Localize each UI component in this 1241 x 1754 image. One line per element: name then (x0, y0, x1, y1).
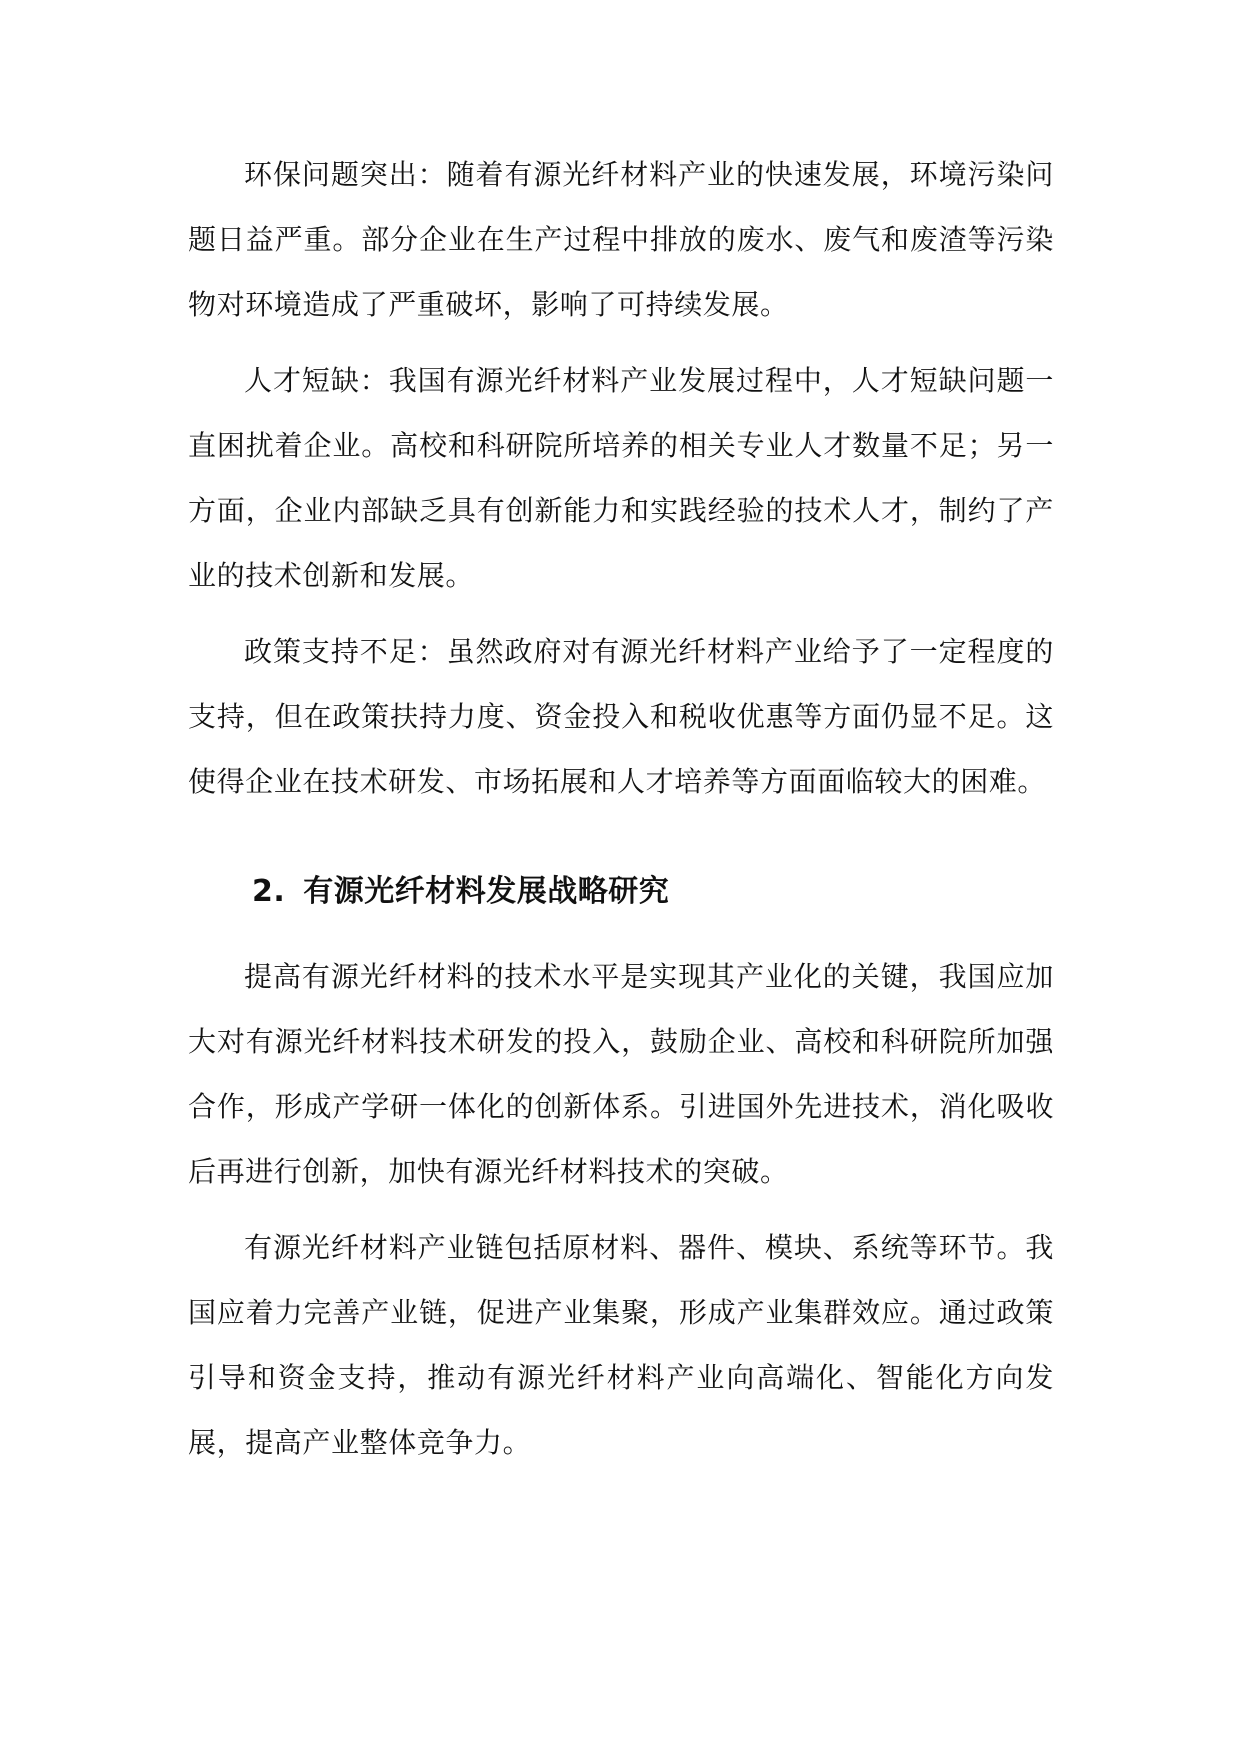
section-heading (188, 860, 1054, 924)
paragraph-policy-support: 政策支持不足：虽然政府对有源光纤材料产业给予了一定程度的支持，但在政策扶持力度、资金投入和税收优惠等方面仍显不足。这使得企业在技术研发、市场拓展和人才培养等方面面临较大的困难。 (188, 635, 1054, 798)
section-number: 2. (252, 874, 286, 909)
paragraph-industry-chain: 有源光纤材料产业链包括原材料、器件、模块、系统等环节。我国应着力完善产业链，促进产业集聚，形成产业集群效应。通过政策引导和资金支持，推动有源光纤材料产业向高端化、智能化方向发展，提高产业整体竞争力。 (188, 1231, 1054, 1459)
paragraph-environment: 环保问题突出：随着有源光纤材料产业的快速发展，环境污染问题日益严重。部分企业在生产过程中排放的废水、废气和废渣等污染物对环境造成了严重破坏，影响了可持续发展。 (188, 158, 1054, 321)
paragraph-technology: 提高有源光纤材料的技术水平是实现其产业化的关键，我国应加大对有源光纤材料技术研发的投入，鼓励企业、高校和科研院所加强合作，形成产学研一体化的创新体系。引进国外先进技术，消化吸收后再进行创新，加快有源光纤材料技术的突破。 (188, 960, 1054, 1188)
section-title: 有源光纤材料发展战略研究 (303, 874, 670, 909)
paragraph-talent-shortage: 人才短缺：我国有源光纤材料产业发展过程中，人才短缺问题一直困扰着企业。高校和科研院所培养的相关专业人才数量不足；另一方面，企业内部缺乏具有创新能力和实践经验的技术人才，制约了产业的技术创新和发展。 (188, 364, 1054, 592)
document-body (188, 142, 1054, 1475)
